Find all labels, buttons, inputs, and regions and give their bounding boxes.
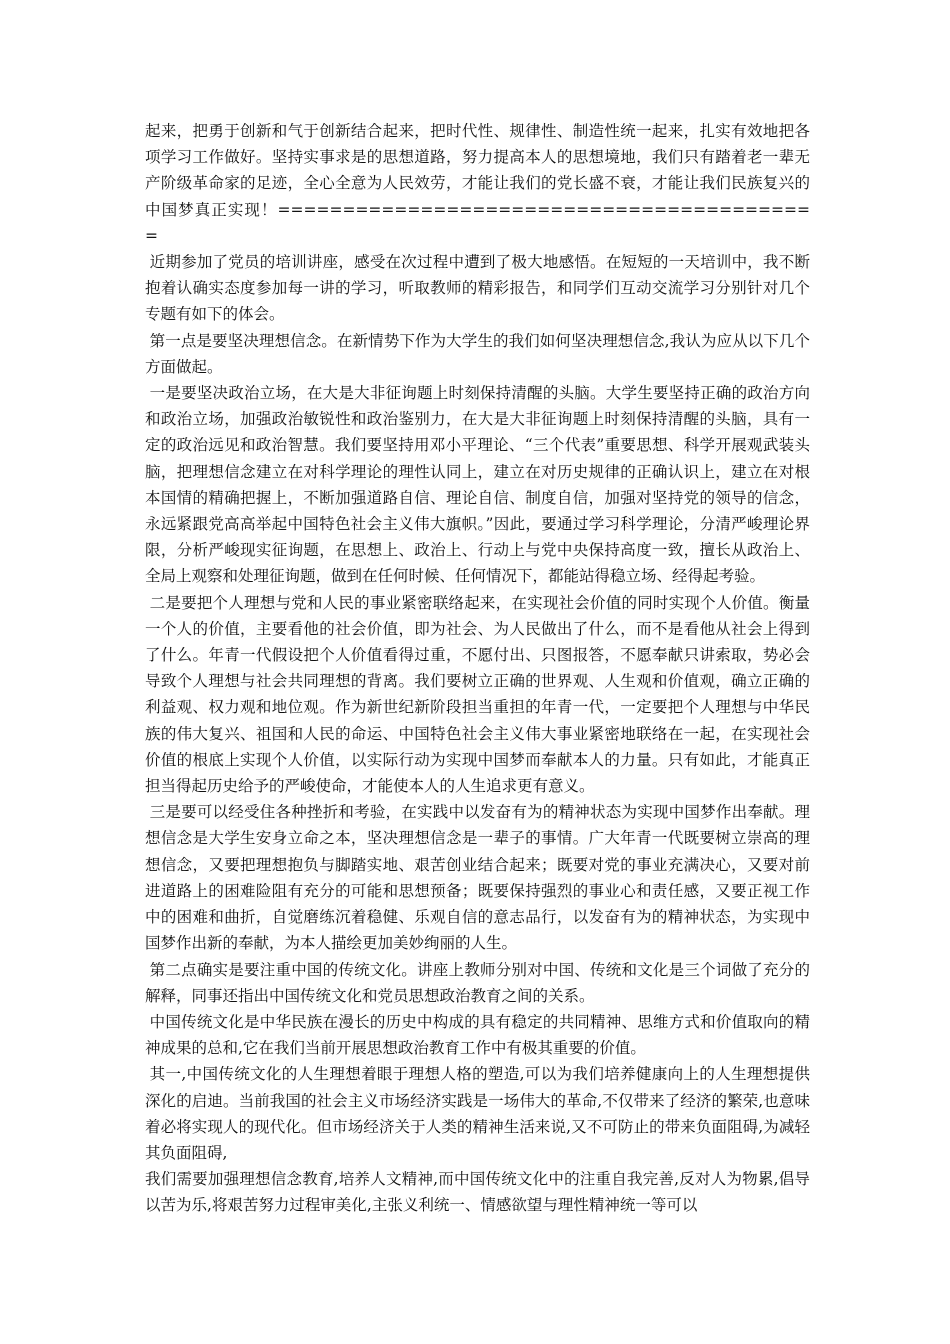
paragraph-item-three: 三是要可以经受住各种挫折和考验，在实践中以发奋有为的精神状态为实现中国梦作出奉献。理想信念是大学生安身立命之本，坚决理想信念是一辈子的事情。广大年青一代既要树立崇高的理想信念，又要把理想抱负与脚踏实地、艰苦创业结合起来；既要对党的事业充满决心，又要对前进道路上的困难险阻有充分的可能和思想预备；既要保持强烈的事业心和责任感，又要正视工作中的困难和曲折，自觉磨练沉着稳健、乐观自信的意志品行，以发奋有为的精神状态，为实现中国梦作出新的奉献，为本人描绘更加美妙绚丽的人生。 bbox=[145, 803, 810, 953]
paragraph-first-value: 其一,中国传统文化的人生理想着眼于理想人格的塑造,可以为我们培养健康向上的人生理想提供深化的启迪。当前我国的社会主义市场经济实践是一场伟大的革命,不仅带来了经济的繁荣,也意味着必将实现人的现代化。但市场经济关于人类的精神生活来说,又不可防止的带来负面阻碍,为减轻其负面阻碍, bbox=[145, 1065, 810, 1162]
paragraph-intro: 近期参加了党员的培训讲座，感受在次过程中遭到了极大地感悟。在短短的一天培训中，我不断抱着认确实态度参加每一讲的学习，听取教师的精彩报告，和同学们互动交流学习分别针对几个专题有如下的体会。 bbox=[145, 253, 810, 324]
paragraph-point-two: 第二点确实是要注重中国的传统文化。讲座上教师分别对中国、传统和文化是三个词做了充分的解释，同事还指出中国传统文化和党员思想政治教育之间的关系。 bbox=[145, 960, 810, 1005]
paragraph-continuation-end: 我们需要加强理想信念教育,培养人文精神,而中国传统文化中的注重自我完善,反对人为物累,倡导以苦为乐,将艰苦努力过程审美化,主张义利统一、情感欲望与理性精神统一等可以 bbox=[145, 1170, 810, 1215]
paragraph-item-two: 二是要把个人理想与党和人民的事业紧密联络起来，在实现社会价值的同时实现个人价值。衡量一个人的价值，主要看他的社会价值，即为社会、为人民做出了什么，而不是看他从社会上得到了什么。年青一代假设把个人价值看得过重，不愿付出、只图报答，不愿奉献只讲索取，势必会导致个人理想与社会共同理想的背离。我们要树立正确的世界观、人生观和价值观，确立正确的利益观、权力观和地位观。作为新世纪新阶段担当重担的年青一代，一定要把个人理想与中华民族的伟大复兴、祖国和人民的命运、中国特色社会主义伟大事业紧密地联络在一起，在实现社会价值的根底上实现个人价值，以实际行动为实现中国梦而奉献本人的力量。只有如此，才能真正担当得起历史给予的严峻使命，才能使本人的人生追求更有意义。 bbox=[145, 593, 810, 796]
document-body bbox=[145, 118, 810, 1219]
paragraph-traditional-culture: 中国传统文化是中华民族在漫长的历史中构成的具有稳定的共同精神、思维方式和价值取向的精神成果的总和,它在我们当前开展思想政治教育工作中有极其重要的价值。 bbox=[145, 1012, 810, 1058]
paragraph-point-one: 第一点是要坚决理想信念。在新情势下作为大学生的我们如何坚决理想信念,我认为应从以下几个方面做起。 bbox=[145, 331, 810, 376]
paragraph-item-one: 一是要坚决政治立场，在大是大非征询题上时刻保持清醒的头脑。大学生要坚持正确的政治方向和政治立场，加强政治敏锐性和政治鉴别力，在大是大非征询题上时刻保持清醒的头脑，具有一定的政治远见和政治智慧。我们要坚持用邓小平理论、“三个代表”重要思想、科学开展观武装头脑，把理想信念建立在对科学理论的理性认同上，建立在对历史规律的正确认识上，建立在对根本国情的精确把握上，不断加强道路自信、理论自信、制度自信，加强对坚持党的领导的信念，永远紧跟党高高举起中国特色社会主义伟大旗帜。”因此，要通过学习科学理论，分清严峻理论界限，分析严峻现实征询题，在思想上、政治上、行动上与党中央保持高度一致，擅长从政治上、全局上观察和处理征询题，做到在任何时候、任何情况下，都能站得稳立场、经得起考验。 bbox=[145, 384, 810, 586]
paragraph-continuation: 起来，把勇于创新和气于创新结合起来，把时代性、规律性、制造性统一起来，扎实有效地把各项学习工作做好。坚持实事求是的思想道路，努力提高本人的思想境地，我们只有踏着老一辈无产阶级革命家的足迹，全心全意为人民效劳，才能让我们的党长盛不衰，才能让我们民族复兴的中国梦真正实现！========================================== bbox=[145, 122, 810, 245]
